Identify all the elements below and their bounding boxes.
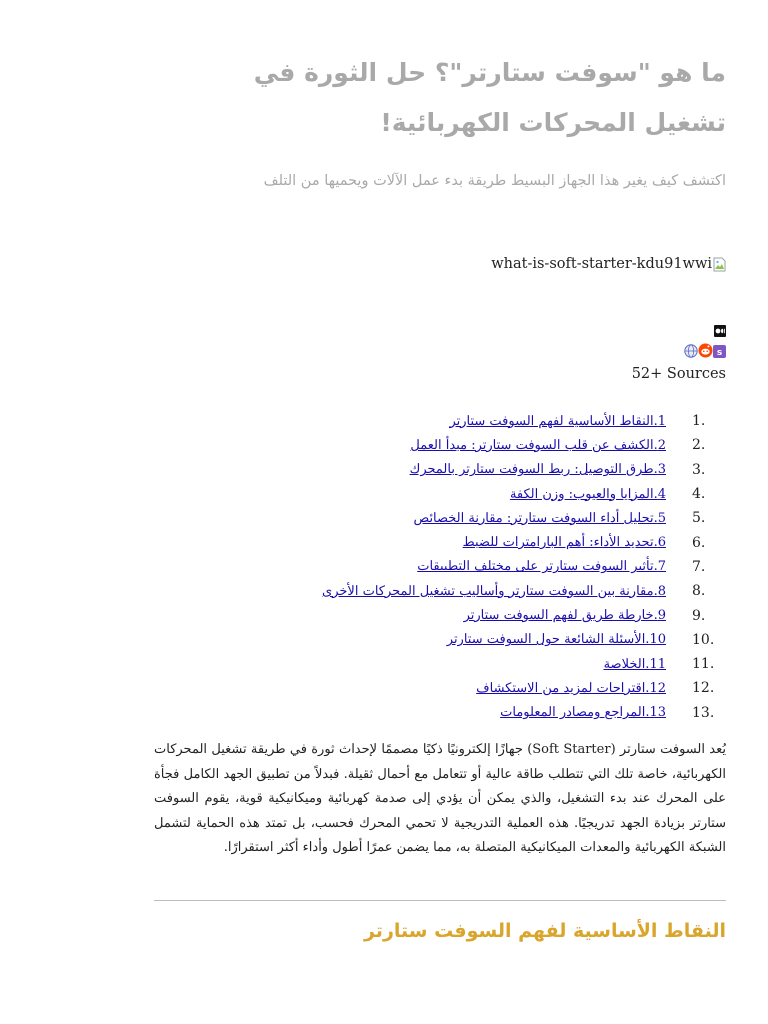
medium-icon (714, 322, 726, 341)
toc-number: 5. (692, 510, 706, 527)
toc-number: 6. (692, 534, 706, 551)
toc-link[interactable]: 2.الكشف عن قلب السوفت ستارتر: مبدأ العمل (410, 437, 666, 453)
toc-number: 1. (692, 413, 706, 430)
intro-paragraph: يُعد السوفت ستارتر (Soft Starter) جهازًا إلكترونيًا ذكيًا مصممًا لإحداث ثورة في طريقة تشغيل المحركات الكهربائية، خاصة تلك التي تتطلب طاقة عالية أو تتعامل مع أحمال ثقيلة. فبدلاً من تطبيق الجهد الكامل فجأة على المحرك عند بدء التشغيل، والذي يمكن أن يؤدي إلى صدمة كهربائية وميكانيكية قوية، يقوم السوفت ستارتر بزيادة الجهد تدريجيًا. هذه العملية التدريجية لا تحمي المحرك فحسب، بل تمتد هذه الحماية لتشمل الشبكة الكهربائية والمعدات الميكانيكية المتصلة به، مما يضمن عمرًا أطول وأداء أكثر استقرارًا. (154, 742, 726, 855)
table-of-contents (166, 409, 726, 725)
toc-link[interactable]: 5.تحليل أداء السوفت ستارتر: مقارنة الخصائص (413, 510, 666, 526)
broken-image-icon (713, 257, 726, 272)
toc-number: 13. (692, 704, 715, 721)
hero-image (491, 256, 726, 272)
toc-link[interactable]: 6.تحديد الأداء: أهم البارامترات للضبط (462, 535, 666, 551)
toc-item (166, 409, 726, 433)
stackexchange-icon (713, 343, 726, 362)
toc-link[interactable]: 1.النقاط الأساسية لفهم السوفت ستارتر (449, 413, 666, 429)
article-title: ما هو "سوفت ستارتر"؟ حل الثورة في تشغيل المحركات الكهربائية! (253, 58, 726, 137)
toc-item (166, 701, 726, 725)
article-subtitle: اكتشف كيف يغير هذا الجهاز البسيط طريقة بدء عمل الآلات ويحميها من التلف (263, 173, 726, 189)
toc-number: 12. (692, 680, 715, 697)
toc-number: 3. (692, 461, 706, 478)
toc-item (166, 579, 726, 603)
toc-link[interactable]: 11.الخلاصة (603, 656, 666, 672)
sources-block[interactable] (632, 322, 726, 382)
hero-image-alt-text: what-is-soft-starter-kdu91wwi (491, 256, 712, 272)
toc-link[interactable]: 9.خارطة طريق لفهم السوفت ستارتر (463, 608, 666, 624)
toc-link[interactable]: 7.تأثير السوفت ستارتر على مختلف التطبيقات (417, 559, 666, 575)
toc-number: 2. (692, 437, 706, 454)
toc-item (166, 603, 726, 627)
toc-item (166, 555, 726, 579)
globe-icon (684, 343, 698, 362)
toc-item (166, 530, 726, 554)
toc-item (166, 458, 726, 482)
sources-count-label[interactable]: 52+ Sources (631, 366, 726, 382)
svg-text:s: s (716, 348, 723, 358)
toc-number: 9. (692, 607, 706, 624)
toc-item (166, 433, 726, 457)
toc-link[interactable]: 8.مقارنة بين السوفت ستارتر وأساليب تشغيل المحركات الأخرى (322, 583, 666, 599)
reddit-icon (698, 343, 713, 362)
toc-item (166, 628, 726, 652)
toc-item (166, 652, 726, 676)
toc-item (166, 506, 726, 530)
toc-number: 4. (692, 486, 706, 503)
toc-number: 8. (692, 583, 706, 600)
toc-link[interactable]: 12.اقتراحات لمزيد من الاستكشاف (476, 680, 666, 696)
toc-number: 7. (692, 558, 706, 575)
toc-link[interactable]: 13.المراجع ومصادر المعلومات (500, 705, 666, 721)
toc-item (166, 676, 726, 700)
toc-link[interactable]: 4.المزايا والعيوب: وزن الكفة (509, 486, 666, 502)
toc-number: 11. (692, 656, 715, 673)
toc-link[interactable]: 10.الأسئلة الشائعة حول السوفت ستارتر (446, 632, 666, 648)
section-divider (154, 900, 726, 901)
section-heading: النقاط الأساسية لفهم السوفت ستارتر (363, 920, 726, 942)
source-icons (684, 322, 726, 362)
toc-number: 10. (692, 631, 715, 648)
toc-link[interactable]: 3.طرق التوصيل: ربط السوفت ستارتر بالمحرك (409, 462, 666, 478)
toc-item (166, 482, 726, 506)
